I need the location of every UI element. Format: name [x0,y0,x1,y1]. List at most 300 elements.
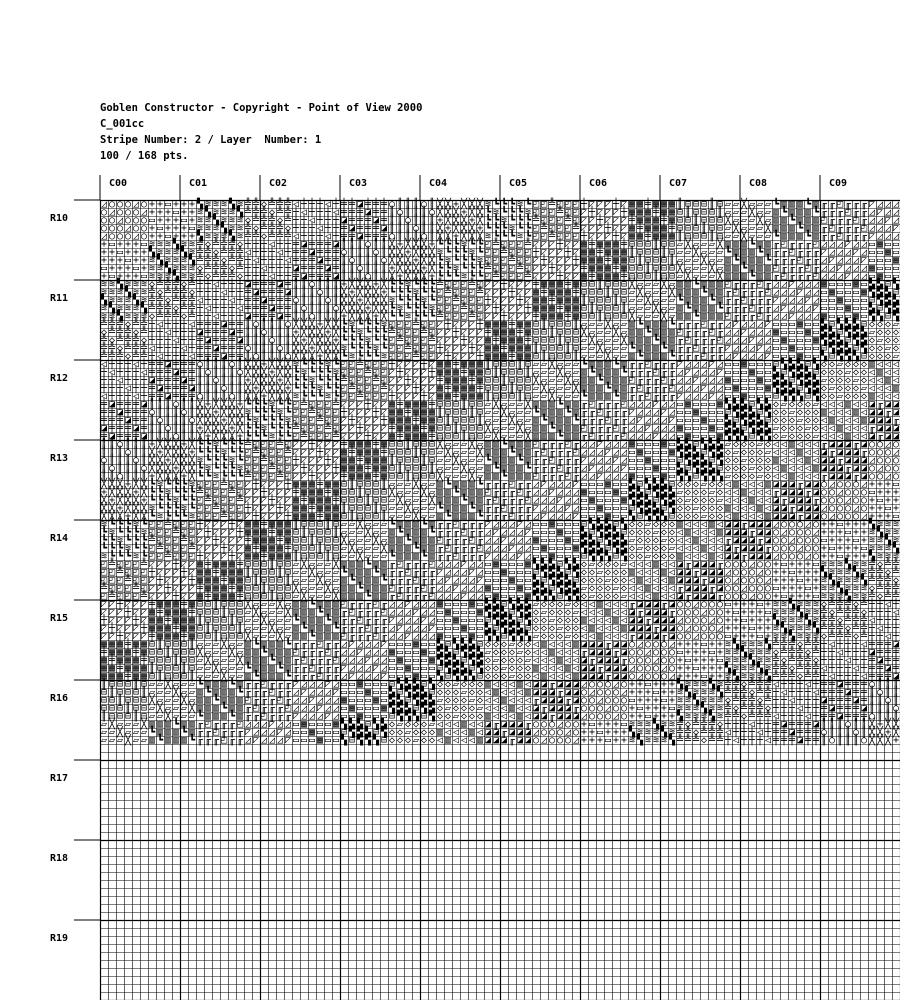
stitch-symbol: ▥ [413,551,419,562]
stitch-symbol: ◰ [109,583,116,594]
stitch-symbol: ┼ [220,309,228,322]
stitch-symbol: ╩ [228,269,236,282]
stitch-symbol: ╓ [765,279,772,290]
stitch-symbol: ◇ [117,343,123,354]
stitch-symbol: ╪ [148,381,156,394]
stitch-symbol: ⊟ [613,287,619,298]
stitch-symbol: ╪ [132,397,140,410]
stitch-symbol: ▭ [573,519,579,530]
stitch-symbol: ▚ [876,277,884,290]
stitch-symbol: ◁ [645,567,651,578]
stitch-symbol: ◪ [165,359,171,370]
stitch-symbol: ▥ [629,327,635,338]
stitch-symbol: ◁ [741,495,747,506]
stitch-symbol: ╩ [220,477,228,490]
stitch-symbol: ◸ [605,199,611,210]
stitch-symbol: ┼ [372,405,380,418]
stitch-symbol: ▥ [661,327,667,338]
stitch-symbol: ◇ [717,487,723,498]
stitch-symbol: ▚ [724,397,732,410]
stitch-symbol: ┗ [421,285,428,298]
stitch-symbol: ▥ [589,391,595,402]
stitch-symbol: ◪ [197,327,203,338]
stitch-symbol: ▦ [605,479,611,490]
stitch-symbol: ▚ [804,365,812,378]
stitch-symbol: ▱ [429,503,435,514]
stitch-symbol: ◪ [869,399,875,410]
stitch-symbol: ┼ [532,245,540,258]
stitch-symbol: ◸ [573,239,579,250]
stitch-symbol: ╳ [292,341,300,354]
stitch-symbol: ▱ [429,511,435,522]
stitch-symbol: ◿ [669,431,675,442]
stitch-symbol: ⊟ [389,463,395,474]
stitch-symbol: ⊟ [565,335,571,346]
stitch-symbol: ║ [405,229,411,242]
stitch-symbol: ▚ [860,573,868,586]
stitch-symbol: ◪ [757,543,763,554]
stitch-symbol: ◁ [213,311,219,322]
stitch-symbol: ╪ [204,557,212,570]
stitch-symbol: ▦ [453,375,459,386]
stitch-symbol: ▭ [669,455,675,466]
stitch-symbol: ▥ [341,583,347,594]
stitch-symbol: ◰ [613,423,620,434]
stitch-symbol: ▭ [677,415,683,426]
stitch-symbol: ╩ [156,293,164,306]
stitch-symbol: + [165,215,171,226]
stitch-symbol: ▦ [749,367,755,378]
stitch-symbol: ▦ [565,303,571,314]
stitch-symbol: ◰ [645,391,652,402]
stitch-symbol: ╩ [228,245,236,258]
stitch-symbol: ◇ [677,503,683,514]
stitch-symbol: ▱ [653,311,659,322]
stitch-symbol: ║ [365,261,371,274]
stitch-symbol: ⊟ [533,335,539,346]
stitch-symbol: ◁ [725,487,731,498]
stitch-symbol: ╪ [508,317,516,330]
stitch-symbol: ▚ [884,285,892,298]
stitch-symbol: ⊟ [437,431,443,442]
stitch-symbol: ▦ [605,271,611,282]
stitch-symbol: ◸ [477,343,483,354]
stitch-symbol: ◁ [781,439,787,450]
stitch-symbol: ▥ [357,591,363,602]
stitch-symbol: ◸ [277,487,283,498]
stitch-symbol: ┗ [469,501,476,514]
stitch-symbol: ╳ [452,213,460,226]
stitch-symbol: ◰ [149,551,156,562]
stitch-symbol: ◪ [773,495,779,506]
stitch-symbol: ▦ [629,471,635,482]
stitch-symbol: ╩ [156,309,164,322]
stitch-symbol: ▭ [893,247,899,258]
stitch-symbol: ◿ [637,423,643,434]
stitch-symbol: ○ [805,535,811,546]
stitch-symbol: ╩ [212,237,220,250]
stitch-symbol: ▭ [869,247,875,258]
stitch-symbol: ╳ [676,261,684,274]
stitch-symbol: ▚ [796,357,804,370]
stitch-symbol: ▭ [581,503,587,514]
stitch-symbol: ⊟ [437,399,443,410]
stitch-symbol: ┗ [389,301,396,314]
stitch-symbol: ▦ [637,215,643,226]
stitch-symbol: ◸ [381,431,387,442]
stitch-symbol: ◿ [869,215,875,226]
stitch-symbol: ┗ [237,469,244,482]
stitch-symbol: ◇ [829,391,835,402]
stitch-symbol: ▭ [789,335,795,346]
stitch-symbol: ╪ [292,245,300,258]
stitch-symbol: ╪ [604,253,612,266]
stitch-symbol: + [797,559,803,570]
stitch-symbol: ╩ [300,429,308,442]
stitch-symbol: ○ [725,575,731,586]
stitch-symbol: + [197,423,203,434]
stitch-symbol: ○ [765,567,771,578]
stitch-symbol: ◿ [773,519,779,530]
stitch-symbol: ┗ [557,397,564,410]
stitch-symbol: ╪ [260,285,268,298]
stitch-symbol: ┗ [349,573,356,586]
stitch-symbol: ▦ [501,335,507,346]
stitch-symbol: ╪ [148,357,156,370]
stitch-symbol: ▱ [581,343,587,354]
stitch-symbol: ◁ [117,375,123,386]
stitch-symbol: ▚ [876,525,884,538]
stitch-symbol: ╩ [196,485,204,498]
stitch-symbol: ◸ [837,263,843,274]
stitch-symbol: + [133,247,139,258]
stitch-symbol: ╓ [469,551,476,562]
stitch-symbol: ◸ [181,575,187,586]
stitch-symbol: + [101,255,107,266]
stitch-symbol: + [173,223,179,234]
stitch-symbol: ◸ [709,391,715,402]
stitch-symbol: ┼ [292,221,300,234]
stitch-symbol: ◪ [357,199,363,210]
stitch-symbol: ◰ [533,471,540,482]
stitch-symbol: ≋ [893,527,899,538]
stitch-symbol: ▱ [709,271,715,282]
stitch-symbol: ○ [173,431,179,442]
stitch-symbol: ◸ [645,423,651,434]
stitch-symbol: ╪ [468,373,476,386]
stitch-symbol: ▱ [853,375,859,386]
stitch-symbol: ◸ [733,319,739,330]
stitch-symbol: ◇ [693,511,699,522]
stitch-symbol: + [181,199,187,210]
stitch-symbol: ║ [245,333,251,346]
stitch-symbol: ╪ [508,349,516,362]
stitch-symbol: ⊟ [525,391,531,402]
stitch-symbol: ◁ [133,359,139,370]
stitch-symbol: ○ [189,415,195,426]
stitch-symbol: + [405,247,411,258]
stitch-symbol: ┗ [565,405,572,418]
stitch-symbol: ┗ [477,245,484,258]
stitch-symbol: ◇ [869,343,875,354]
stitch-symbol: ◿ [565,495,571,506]
stitch-symbol: ◇ [837,375,843,386]
stitch-symbol: ◿ [861,247,867,258]
stitch-symbol: ╩ [212,261,220,274]
stitch-symbol: ║ [701,221,707,234]
stitch-symbol: ╓ [789,271,796,282]
stitch-symbol: ◁ [773,447,779,458]
stitch-symbol: ⊟ [445,423,451,434]
stitch-symbol: ⊟ [693,231,699,242]
stitch-symbol: ◪ [229,327,235,338]
stitch-symbol: ≋ [133,551,139,562]
stitch-symbol: ▦ [661,223,667,234]
stitch-symbol: + [189,207,195,218]
stitch-symbol: + [397,239,403,250]
stitch-symbol: ≋ [477,255,483,266]
stitch-symbol: ▱ [757,207,763,218]
stitch-symbol: ▚ [540,565,548,578]
stitch-symbol: ╓ [757,303,764,314]
stitch-symbol: ≋ [837,567,843,578]
stitch-symbol: ┗ [245,421,252,434]
stitch-symbol: ▥ [693,535,699,546]
stitch-symbol: ▭ [597,511,603,522]
stitch-symbol: ▭ [525,575,531,586]
stitch-symbol: ◰ [861,223,868,234]
stitch-symbol: ▭ [581,495,587,506]
stitch-symbol: ◇ [749,455,755,466]
stitch-symbol: ▦ [549,311,555,322]
stitch-symbol: ╪ [212,349,220,362]
stitch-symbol: ◇ [653,519,659,530]
stitch-symbol: ▱ [301,567,307,578]
stitch-symbol: ║ [205,389,211,402]
stitch-symbol: ◁ [677,535,683,546]
stitch-symbol: ┗ [245,413,252,426]
stitch-symbol: ⊟ [381,503,387,514]
stitch-symbol: ▭ [845,527,851,538]
stitch-symbol: ⊟ [621,279,627,290]
stitch-symbol: ╳ [452,221,460,234]
stitch-symbol: ╪ [340,229,348,242]
stitch-symbol: ◇ [725,463,731,474]
stitch-symbol: ≋ [173,247,179,258]
stitch-symbol: ╪ [476,381,484,394]
stitch-symbol: ◪ [749,551,755,562]
stitch-symbol: ╓ [517,511,524,522]
stitch-symbol: ▚ [644,477,652,490]
stitch-symbol: ≋ [469,247,475,258]
stitch-symbol: ⊟ [709,455,715,466]
stitch-symbol: ≋ [885,527,891,538]
stitch-symbol: ○ [197,391,203,402]
stitch-symbol: ◰ [365,391,372,402]
stitch-symbol: ◿ [629,431,635,442]
stitch-symbol: ≋ [189,271,195,282]
stitch-symbol: ◇ [893,343,899,354]
stitch-symbol: ◰ [205,503,212,514]
stitch-symbol: ▱ [541,367,547,378]
stitch-symbol: ◰ [453,519,460,530]
stitch-symbol: ▱ [341,519,347,530]
stitch-symbol: ┼ [196,301,204,314]
stitch-symbol: ┼ [212,293,220,306]
stitch-symbol: ▦ [301,487,307,498]
stitch-symbol: ◰ [373,359,380,370]
stitch-symbol: ▭ [829,295,835,306]
stitch-symbol: ◿ [829,511,835,522]
stitch-symbol: + [181,207,187,218]
stitch-symbol: ◸ [477,575,483,586]
stitch-symbol: ╩ [276,197,284,210]
stitch-symbol: ○ [765,559,771,570]
stitch-symbol: ◿ [109,207,115,218]
stitch-symbol: ⊟ [493,375,499,386]
stitch-symbol: ◰ [565,231,572,242]
stitch-symbol: ┼ [260,253,268,266]
stitch-symbol: ⊟ [317,527,323,538]
stitch-symbol: ▭ [853,535,859,546]
stitch-symbol: ╪ [316,477,324,490]
stitch-symbol: ▦ [637,447,643,458]
stitch-symbol: ○ [813,543,819,554]
stitch-symbol: ╪ [172,373,180,386]
stitch-symbol: + [805,559,811,570]
stitch-symbol: ▦ [293,511,299,522]
stitch-symbol: ◰ [365,375,372,386]
stitch-symbol: ◁ [245,247,251,258]
stitch-symbol: ▦ [501,319,507,330]
stitch-symbol: ╳ [356,549,364,562]
stitch-symbol: ◪ [677,567,683,578]
stitch-symbol: ▭ [149,215,155,226]
stitch-symbol: ╩ [876,565,884,578]
stitch-symbol: ○ [253,319,259,330]
stitch-symbol: ⊟ [493,359,499,370]
stitch-symbol: ┗ [421,277,428,290]
stitch-symbol: ┗ [301,373,308,386]
stitch-symbol: ┼ [620,205,628,218]
stitch-symbol: ◁ [717,543,723,554]
stitch-symbol: ╪ [388,421,396,434]
stitch-symbol: ⊟ [629,263,635,274]
stitch-symbol: ┼ [388,357,396,370]
stitch-symbol: ║ [533,341,539,354]
stitch-symbol: ⊟ [253,559,259,570]
stitch-symbol: ◸ [717,367,723,378]
stitch-symbol: ◿ [853,271,859,282]
stitch-symbol: ▱ [317,591,323,602]
stitch-symbol: ╓ [709,351,716,362]
stitch-symbol: ▚ [708,437,716,450]
stitch-symbol: ◸ [453,335,459,346]
stitch-symbol: ╩ [236,245,244,258]
stitch-symbol: ┼ [524,301,532,314]
stitch-symbol: ┗ [261,397,268,410]
stitch-symbol: ◸ [597,223,603,234]
stitch-symbol: ┼ [116,365,124,378]
stitch-symbol: ◸ [533,271,539,282]
stitch-symbol: ◸ [429,375,435,386]
stitch-symbol: ▭ [789,351,795,362]
stitch-symbol: ╳ [100,509,108,522]
stitch-symbol: ╪ [436,373,444,386]
stitch-symbol: ╳ [452,453,460,466]
stitch-symbol: ╳ [236,405,244,418]
stitch-symbol: ◇ [781,407,787,418]
stitch-symbol: ▭ [685,407,691,418]
stitch-symbol: ○ [797,535,803,546]
stitch-symbol: ╓ [829,207,836,218]
stitch-symbol: ◰ [469,303,476,314]
stitch-symbol: ▱ [485,407,491,418]
stitch-symbol: ⊟ [709,215,715,226]
stitch-symbol: ○ [237,367,243,378]
stitch-symbol: ◇ [853,391,859,402]
stitch-symbol: ┗ [165,493,172,506]
stitch-symbol: ▭ [533,551,539,562]
stitch-symbol: ▚ [892,309,900,322]
stitch-symbol: ║ [429,461,435,474]
stitch-symbol: ▦ [277,527,283,538]
stitch-symbol: ▥ [725,255,731,266]
stitch-symbol: ║ [125,461,131,474]
stitch-symbol: ◸ [213,543,219,554]
stitch-symbol: ○ [741,559,747,570]
stitch-symbol: ◁ [629,575,635,586]
stitch-symbol: ╳ [436,469,444,482]
stitch-symbol: ┼ [220,293,228,306]
stitch-symbol: ▥ [821,407,827,418]
stitch-symbol: ┗ [285,421,292,434]
stitch-symbol: ╓ [797,271,804,282]
stitch-symbol: ◪ [205,335,211,346]
stitch-symbol: ╩ [564,213,572,226]
stitch-symbol: ◸ [397,383,403,394]
stitch-symbol: ▥ [757,503,763,514]
stitch-symbol: ▦ [421,431,427,442]
stitch-symbol: ▥ [549,399,555,410]
stitch-symbol: ○ [109,223,115,234]
stitch-symbol: ◁ [877,375,883,386]
stitch-symbol: ◸ [621,231,627,242]
stitch-symbol: ◰ [541,215,548,226]
stitch-symbol: ╳ [348,301,356,314]
stitch-symbol: ║ [605,285,611,298]
stitch-symbol: ┗ [773,197,780,210]
stitch-symbol: ▱ [725,207,731,218]
stitch-symbol: ┗ [781,205,788,218]
stitch-symbol: ║ [421,205,427,218]
stitch-symbol: ◰ [725,279,732,290]
stitch-symbol: ┼ [292,453,300,466]
stitch-symbol: ◸ [277,479,283,490]
stitch-symbol: ▱ [381,527,387,538]
stitch-symbol: ▭ [677,407,683,418]
stitch-symbol: ╩ [204,253,212,266]
stitch-symbol: ▱ [733,215,739,226]
stitch-symbol: ≋ [109,279,115,290]
stitch-symbol: ◪ [837,439,843,450]
stitch-symbol: ○ [205,367,211,378]
stitch-symbol: ◿ [749,343,755,354]
stitch-symbol: ▱ [653,287,659,298]
stitch-symbol: ◿ [805,311,811,322]
stitch-symbol: ○ [309,279,315,290]
stitch-symbol: ⊟ [637,239,643,250]
